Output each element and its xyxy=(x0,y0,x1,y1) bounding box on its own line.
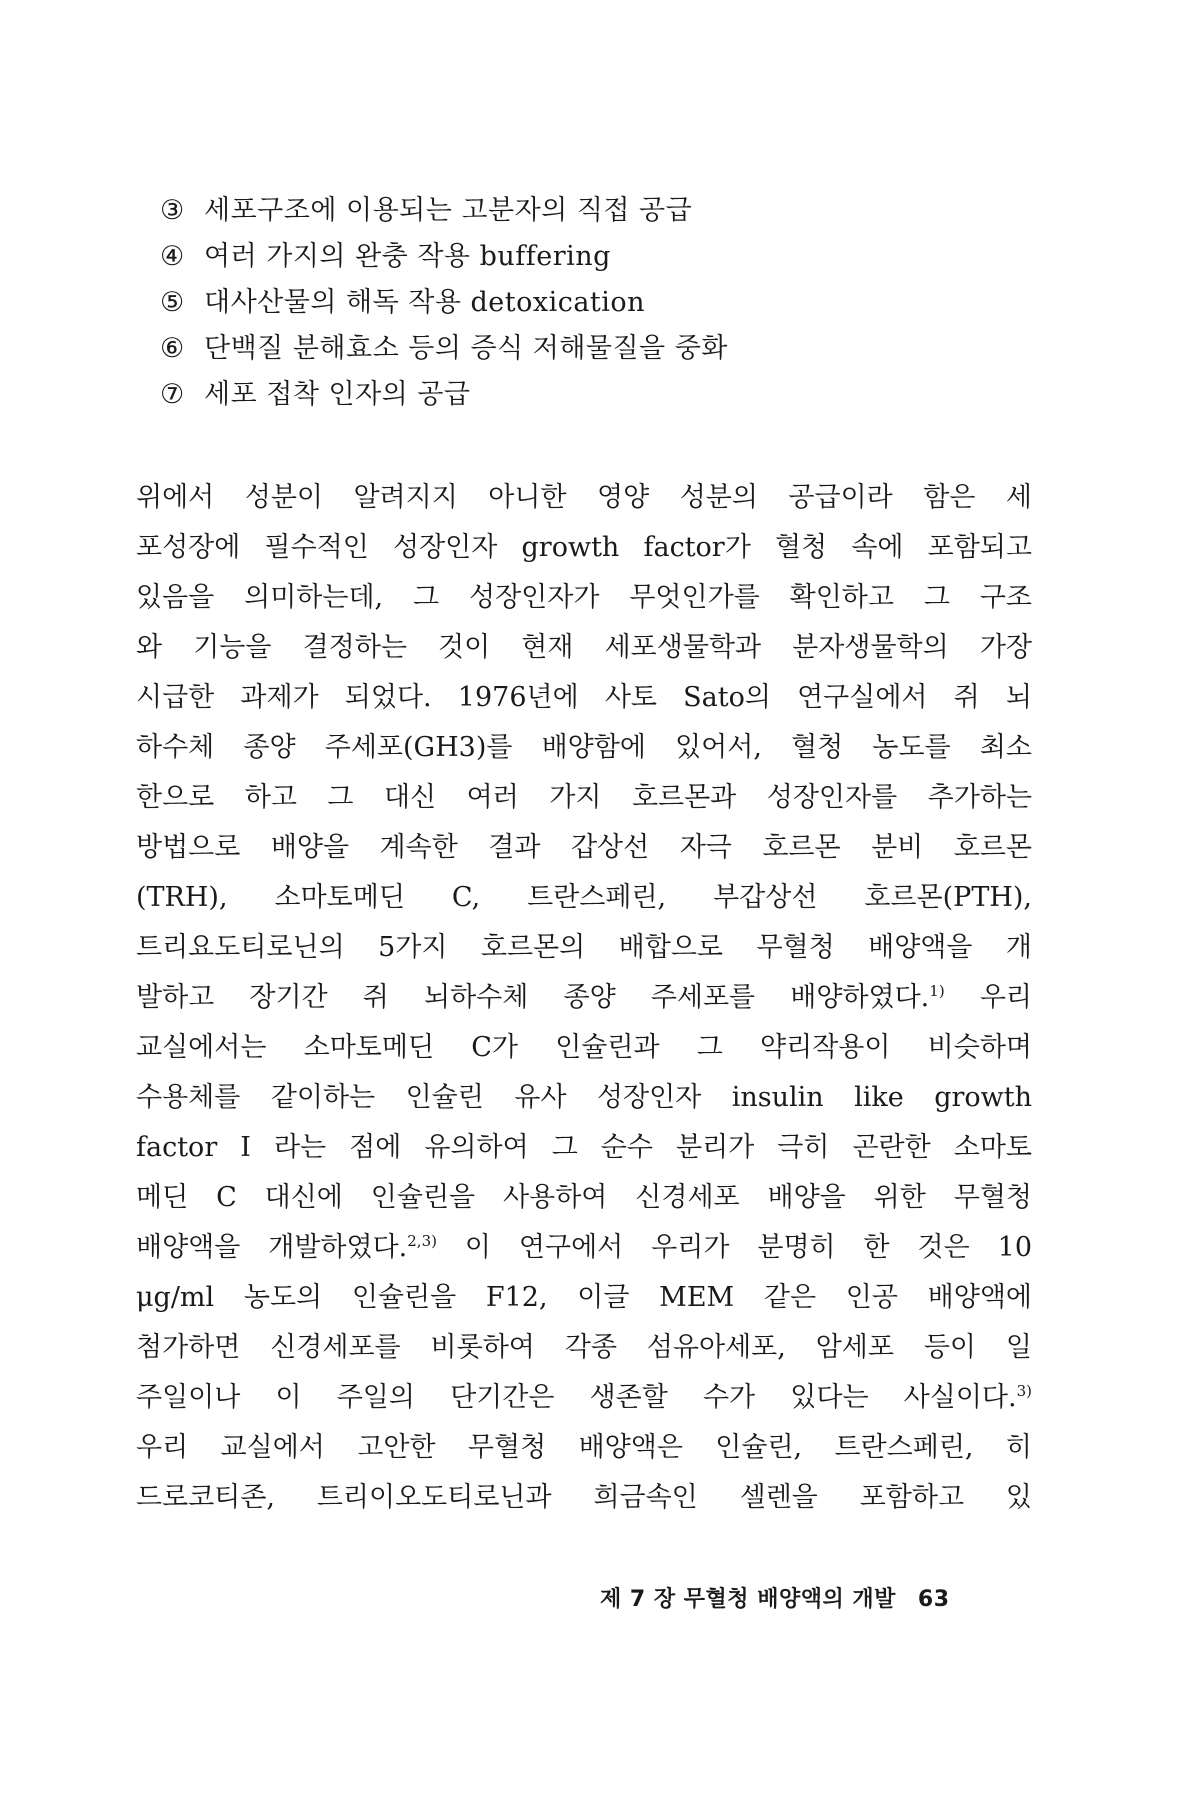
list-item xyxy=(160,326,1060,372)
list-item-text: 단백질 분해효소 등의 증식 저해물질을 중화 xyxy=(204,333,728,364)
text-segment: 배양액을 개발하였다. xyxy=(136,1232,408,1263)
list-item-number: ③ xyxy=(160,195,185,226)
list-item-number: ⑤ xyxy=(160,287,185,318)
text-line: 방법으로 배양을 계속한 결과 갑상선 자극 호르몬 분비 호르몬 xyxy=(136,832,1032,863)
text-segment: 주일이나 이 주일의 단기간은 생존할 수가 있다는 사실이다. xyxy=(136,1382,1017,1413)
text-segment: 발하고 장기간 쥐 뇌하수체 종양 주세포를 배양하였다. xyxy=(136,982,930,1013)
list-item-text: 여러 가지의 완충 작용 buffering xyxy=(204,241,611,272)
text-line xyxy=(136,973,1032,1023)
list-item-text: 세포구조에 이용되는 고분자의 직접 공급 xyxy=(204,195,693,226)
numbered-list xyxy=(160,188,1060,418)
text-line: 수용체를 같이하는 인슐린 유사 성장인자 insulin like growth xyxy=(136,1082,1032,1113)
list-item xyxy=(160,234,1060,280)
text-line: 우리 교실에서 고안한 무혈청 배양액은 인슐린, 트란스페린, 히 xyxy=(136,1432,1032,1463)
footnote-ref: 3) xyxy=(1016,1382,1032,1400)
text-line: 메딘 C 대신에 인슐린을 사용하여 신경세포 배양을 위한 무혈청 xyxy=(136,1182,1032,1213)
text-line: 교실에서는 소마토메딘 C가 인슐린과 그 약리작용이 비슷하며 xyxy=(136,1032,1032,1063)
text-line: factor I 라는 점에 유의하여 그 순수 분리가 극히 곤란한 소마토 xyxy=(136,1132,1032,1163)
text-segment: 우리 xyxy=(944,982,1032,1013)
text-line: 드로코티존, 트리이오도티로닌과 희금속인 셀렌을 포함하고 있 xyxy=(136,1482,1032,1513)
text-line: 위에서 성분이 알려지지 아니한 영양 성분의 공급이라 함은 세 xyxy=(136,482,1032,513)
list-item xyxy=(160,188,1060,234)
text-line: 시급한 과제가 되었다. 1976년에 사토 Sato의 연구실에서 쥐 뇌 xyxy=(136,682,1032,713)
list-item-number: ⑥ xyxy=(160,333,185,364)
list-item xyxy=(160,372,1060,418)
text-line: 와 기능을 결정하는 것이 현재 세포생물학과 분자생물학의 가장 xyxy=(136,632,1032,663)
text-line: 한으로 하고 그 대신 여러 가지 호르몬과 성장인자를 추가하는 xyxy=(136,782,1032,813)
text-segment: 이 연구에서 우리가 분명히 한 것은 10 xyxy=(436,1232,1032,1263)
list-item xyxy=(160,280,1060,326)
chapter-title: 제 7 장 무혈청 배양액의 개발 xyxy=(600,1587,896,1612)
footnote-ref: 1) xyxy=(929,982,945,1000)
list-item-number: ④ xyxy=(160,241,185,272)
text-line: (TRH), 소마토메딘 C, 트란스페린, 부갑상선 호르몬(PTH), xyxy=(136,882,1032,913)
page-footer xyxy=(600,1582,992,1613)
text-line: 하수체 종양 주세포(GH3)를 배양함에 있어서, 혈청 농도를 최소 xyxy=(136,732,1032,763)
body-paragraph xyxy=(136,473,1032,1523)
list-item-number: ⑦ xyxy=(160,379,185,410)
text-line: 포성장에 필수적인 성장인자 growth factor가 혈청 속에 포함되고 xyxy=(136,532,1032,563)
list-item-text: 대사산물의 해독 작용 detoxication xyxy=(204,287,646,318)
text-line: 있음을 의미하는데, 그 성장인자가 무엇인가를 확인하고 그 구조 xyxy=(136,582,1032,613)
text-line: 첨가하면 신경세포를 비롯하여 각종 섬유아세포, 암세포 등이 일 xyxy=(136,1332,1032,1363)
text-line: 트리요도티로닌의 5가지 호르몬의 배합으로 무혈청 배양액을 개 xyxy=(136,932,1032,963)
list-item-text: 세포 접착 인자의 공급 xyxy=(204,379,471,410)
footnote-ref: 2,3) xyxy=(407,1232,437,1250)
text-line xyxy=(136,1223,1032,1273)
page-number: 63 xyxy=(917,1587,950,1612)
text-line: μg/ml 농도의 인슐린을 F12, 이글 MEM 같은 인공 배양액에 xyxy=(136,1282,1032,1313)
text-line xyxy=(136,1373,1032,1423)
